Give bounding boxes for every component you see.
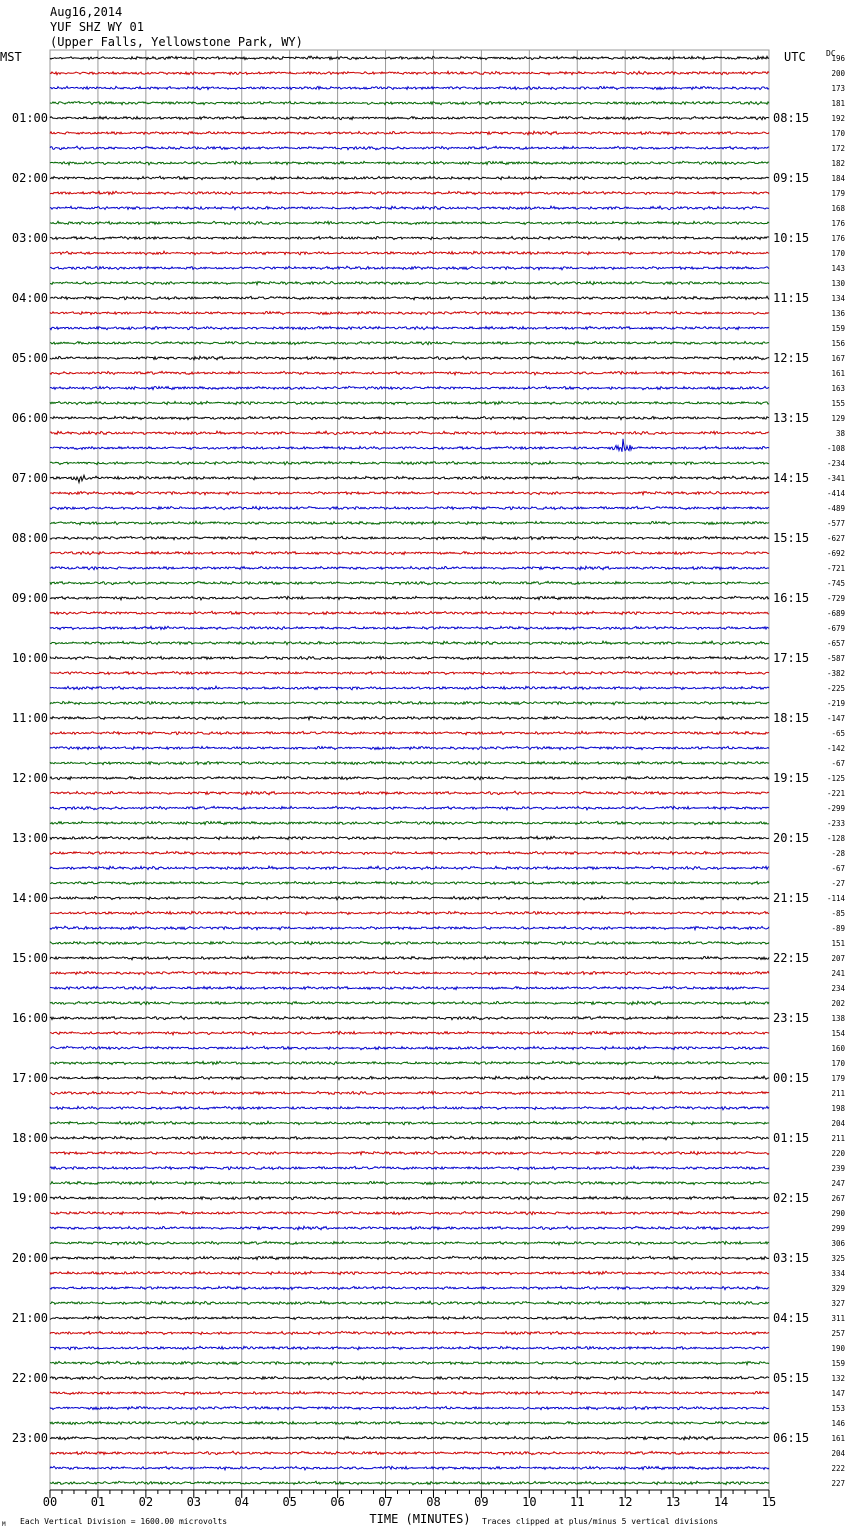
dc-offset-label: 234: [831, 984, 845, 993]
mst-hour-label: 03:00: [11, 231, 48, 245]
x-axis-title: TIME (MINUTES): [369, 1512, 471, 1526]
utc-hour-label: 01:15: [773, 1131, 810, 1145]
utc-hour-label: 06:15: [773, 1431, 810, 1445]
dc-offset-label: 202: [831, 999, 845, 1008]
mst-hour-label: 04:00: [11, 291, 48, 305]
dc-offset-label: -414: [826, 489, 845, 498]
dc-offset-label: 172: [831, 144, 845, 153]
dc-offset-label: -221: [826, 789, 845, 798]
dc-offset-label: 134: [831, 294, 845, 303]
dc-offset-label: -27: [831, 879, 845, 888]
dc-offset-label: -382: [826, 669, 845, 678]
x-tick-label: 10: [522, 1495, 537, 1509]
dc-offset-label: 129: [831, 414, 845, 423]
utc-hour-label: 14:15: [773, 471, 810, 485]
utc-hour-label: 08:15: [773, 111, 810, 125]
dc-offset-label: -219: [826, 699, 845, 708]
x-tick-label: 13: [665, 1495, 681, 1509]
mst-hour-label: 17:00: [11, 1071, 48, 1085]
mst-hour-label: 23:00: [11, 1431, 48, 1445]
mst-hour-label: 16:00: [11, 1011, 48, 1025]
dc-offset-label: 136: [831, 309, 845, 318]
dc-offset-label: 190: [831, 1344, 845, 1353]
x-tick-label: 09: [474, 1495, 489, 1509]
dc-offset-label: -234: [826, 459, 845, 468]
utc-hour-label: 16:15: [773, 591, 810, 605]
dc-offset-label: 290: [831, 1209, 845, 1218]
utc-hour-label: 18:15: [773, 711, 810, 725]
dc-offset-label: 176: [831, 234, 845, 243]
x-tick-label: 14: [713, 1495, 729, 1509]
utc-hour-label: 12:15: [773, 351, 810, 365]
dc-offset-label: -341: [826, 474, 845, 483]
mst-hour-label: 09:00: [11, 591, 48, 605]
corner-mark: M: [2, 1521, 6, 1528]
dc-offset-label: 211: [831, 1134, 845, 1143]
dc-offset-label: 176: [831, 219, 845, 228]
dc-offset-label: 200: [831, 69, 845, 78]
mst-hour-label: 22:00: [11, 1371, 48, 1385]
utc-hour-label: 21:15: [773, 891, 810, 905]
dc-offset-label: 153: [831, 1404, 845, 1413]
dc-offset-label: -745: [826, 579, 845, 588]
dc-offset-label: 239: [831, 1164, 845, 1173]
dc-offset-label: 147: [831, 1389, 845, 1398]
dc-offset-label: -577: [826, 519, 845, 528]
mst-hour-label: 18:00: [11, 1131, 48, 1145]
mst-hour-label: 15:00: [11, 951, 48, 965]
clip-note: Traces clipped at plus/minus 5 vertical divisions: [482, 1517, 719, 1526]
mst-hour-label: 13:00: [11, 831, 48, 845]
x-tick-label: 11: [570, 1495, 585, 1509]
mst-hour-label: 06:00: [11, 411, 48, 425]
utc-hour-label: 23:15: [773, 1011, 810, 1025]
x-tick-label: 07: [378, 1495, 393, 1509]
utc-hour-label: 09:15: [773, 171, 810, 185]
dc-offset-label: 207: [831, 954, 845, 963]
dc-offset-label: 159: [831, 324, 845, 333]
mst-hour-label: 21:00: [11, 1311, 48, 1325]
dc-offset-label: 211: [831, 1089, 845, 1098]
dc-offset-label: -657: [826, 639, 845, 648]
dc-offset-label: 170: [831, 129, 845, 138]
dc-offset-header: DC: [826, 49, 836, 58]
dc-offset-label: 181: [831, 99, 845, 108]
left-axis-timezone: MST: [0, 50, 22, 64]
utc-hour-label: 17:15: [773, 651, 810, 665]
mst-hour-label: 12:00: [11, 771, 48, 785]
dc-offset-label: 257: [831, 1329, 845, 1338]
dc-offset-label: 38: [835, 429, 845, 438]
dc-offset-label: 334: [831, 1269, 845, 1278]
mst-hour-label: 11:00: [11, 711, 48, 725]
dc-offset-label: -689: [826, 609, 845, 618]
dc-offset-label: -147: [826, 714, 845, 723]
dc-offset-label: 325: [831, 1254, 845, 1263]
dc-offset-label: 151: [831, 939, 845, 948]
dc-offset-label: -233: [826, 819, 845, 828]
x-tick-label: 04: [234, 1495, 249, 1509]
scale-note: Each Vertical Division = 1600.00 microvolts: [20, 1517, 228, 1526]
dc-offset-label: 311: [831, 1314, 845, 1323]
dc-offset-label: 329: [831, 1284, 845, 1293]
dc-offset-label: -679: [826, 624, 845, 633]
dc-offset-label: -128: [826, 834, 845, 843]
dc-offset-label: -721: [826, 564, 845, 573]
dc-offset-label: -65: [831, 729, 845, 738]
dc-offset-label: -729: [826, 594, 845, 603]
x-tick-label: 03: [186, 1495, 202, 1509]
dc-offset-label: 154: [831, 1029, 845, 1038]
dc-offset-label: 156: [831, 339, 845, 348]
dc-offset-label: 227: [831, 1479, 845, 1488]
mst-hour-label: 19:00: [11, 1191, 48, 1205]
dc-offset-label: 196: [831, 54, 845, 63]
dc-offset-label: 306: [831, 1239, 845, 1248]
dc-offset-label: 182: [831, 159, 845, 168]
x-tick-label: 00: [42, 1495, 58, 1509]
dc-offset-label: -627: [826, 534, 845, 543]
mst-hour-label: 07:00: [11, 471, 48, 485]
utc-hour-label: 20:15: [773, 831, 810, 845]
dc-offset-label: 327: [831, 1299, 845, 1308]
mst-hour-label: 20:00: [11, 1251, 48, 1265]
utc-hour-label: 03:15: [773, 1251, 810, 1265]
dc-offset-label: 179: [831, 1074, 845, 1083]
dc-offset-label: -142: [826, 744, 845, 753]
utc-hour-label: 15:15: [773, 531, 810, 545]
dc-offset-label: -125: [826, 774, 845, 783]
dc-offset-label: -108: [826, 444, 845, 453]
utc-hour-label: 05:15: [773, 1371, 810, 1385]
utc-hour-label: 02:15: [773, 1191, 810, 1205]
dc-offset-label: 241: [831, 969, 845, 978]
dc-offset-label: 161: [831, 369, 845, 378]
station-code: YUF SHZ WY 01: [50, 20, 144, 34]
dc-offset-label: -692: [826, 549, 845, 558]
dc-offset-label: 167: [831, 354, 845, 363]
utc-hour-label: 22:15: [773, 951, 810, 965]
dc-offset-label: -67: [831, 864, 845, 873]
utc-hour-label: 11:15: [773, 291, 810, 305]
mst-hour-label: 01:00: [11, 111, 48, 125]
utc-hour-label: 00:15: [773, 1071, 810, 1085]
dc-offset-label: 247: [831, 1179, 845, 1188]
x-tick-label: 05: [282, 1495, 297, 1509]
dc-offset-label: -225: [826, 684, 845, 693]
x-tick-label: 06: [330, 1495, 345, 1509]
dc-offset-label: -85: [831, 909, 845, 918]
x-tick-label: 15: [761, 1495, 777, 1509]
dc-offset-label: 173: [831, 84, 845, 93]
dc-offset-label: -89: [831, 924, 845, 933]
x-tick-label: 01: [90, 1495, 106, 1509]
dc-offset-label: 130: [831, 279, 845, 288]
utc-hour-label: 19:15: [773, 771, 810, 785]
dc-offset-label: 192: [831, 114, 845, 123]
station-location: (Upper Falls, Yellowstone Park, WY): [50, 35, 303, 49]
dc-offset-label: 132: [831, 1374, 845, 1383]
dc-offset-label: 299: [831, 1224, 845, 1233]
utc-hour-label: 13:15: [773, 411, 810, 425]
dc-offset-label: 143: [831, 264, 845, 273]
mst-hour-label: 02:00: [11, 171, 48, 185]
dc-offset-label: -67: [831, 759, 845, 768]
dc-offset-label: 160: [831, 1044, 845, 1053]
mst-hour-label: 10:00: [11, 651, 48, 665]
mst-hour-label: 14:00: [11, 891, 48, 905]
dc-offset-label: -299: [826, 804, 845, 813]
dc-offset-label: 267: [831, 1194, 845, 1203]
mst-hour-label: 08:00: [11, 531, 48, 545]
x-tick-label: 02: [138, 1495, 154, 1509]
dc-offset-label: 138: [831, 1014, 845, 1023]
dc-offset-label: 179: [831, 189, 845, 198]
dc-offset-label: -587: [826, 654, 845, 663]
chart-date: Aug16,2014: [50, 5, 123, 19]
dc-offset-label: 198: [831, 1104, 845, 1113]
utc-hour-label: 04:15: [773, 1311, 810, 1325]
dc-offset-label: -114: [826, 894, 845, 903]
dc-offset-label: 146: [831, 1419, 845, 1428]
dc-offset-label: 163: [831, 384, 845, 393]
dc-offset-label: 155: [831, 399, 845, 408]
dc-offset-label: 159: [831, 1359, 845, 1368]
x-tick-label: 12: [617, 1495, 633, 1509]
utc-hour-label: 10:15: [773, 231, 810, 245]
dc-offset-label: 184: [831, 174, 845, 183]
dc-offset-label: 222: [831, 1464, 845, 1473]
dc-offset-label: 220: [831, 1149, 845, 1158]
dc-offset-label: 168: [831, 204, 845, 213]
mst-hour-label: 05:00: [11, 351, 48, 365]
dc-offset-label: 204: [831, 1449, 845, 1458]
dc-offset-label: -489: [826, 504, 845, 513]
dc-offset-label: 204: [831, 1119, 845, 1128]
dc-offset-label: 161: [831, 1434, 845, 1443]
dc-offset-label: 170: [831, 249, 845, 258]
dc-offset-label: -28: [831, 849, 845, 858]
dc-offset-label: 170: [831, 1059, 845, 1068]
x-tick-label: 08: [426, 1495, 441, 1509]
right-axis-timezone: UTC: [784, 50, 806, 64]
